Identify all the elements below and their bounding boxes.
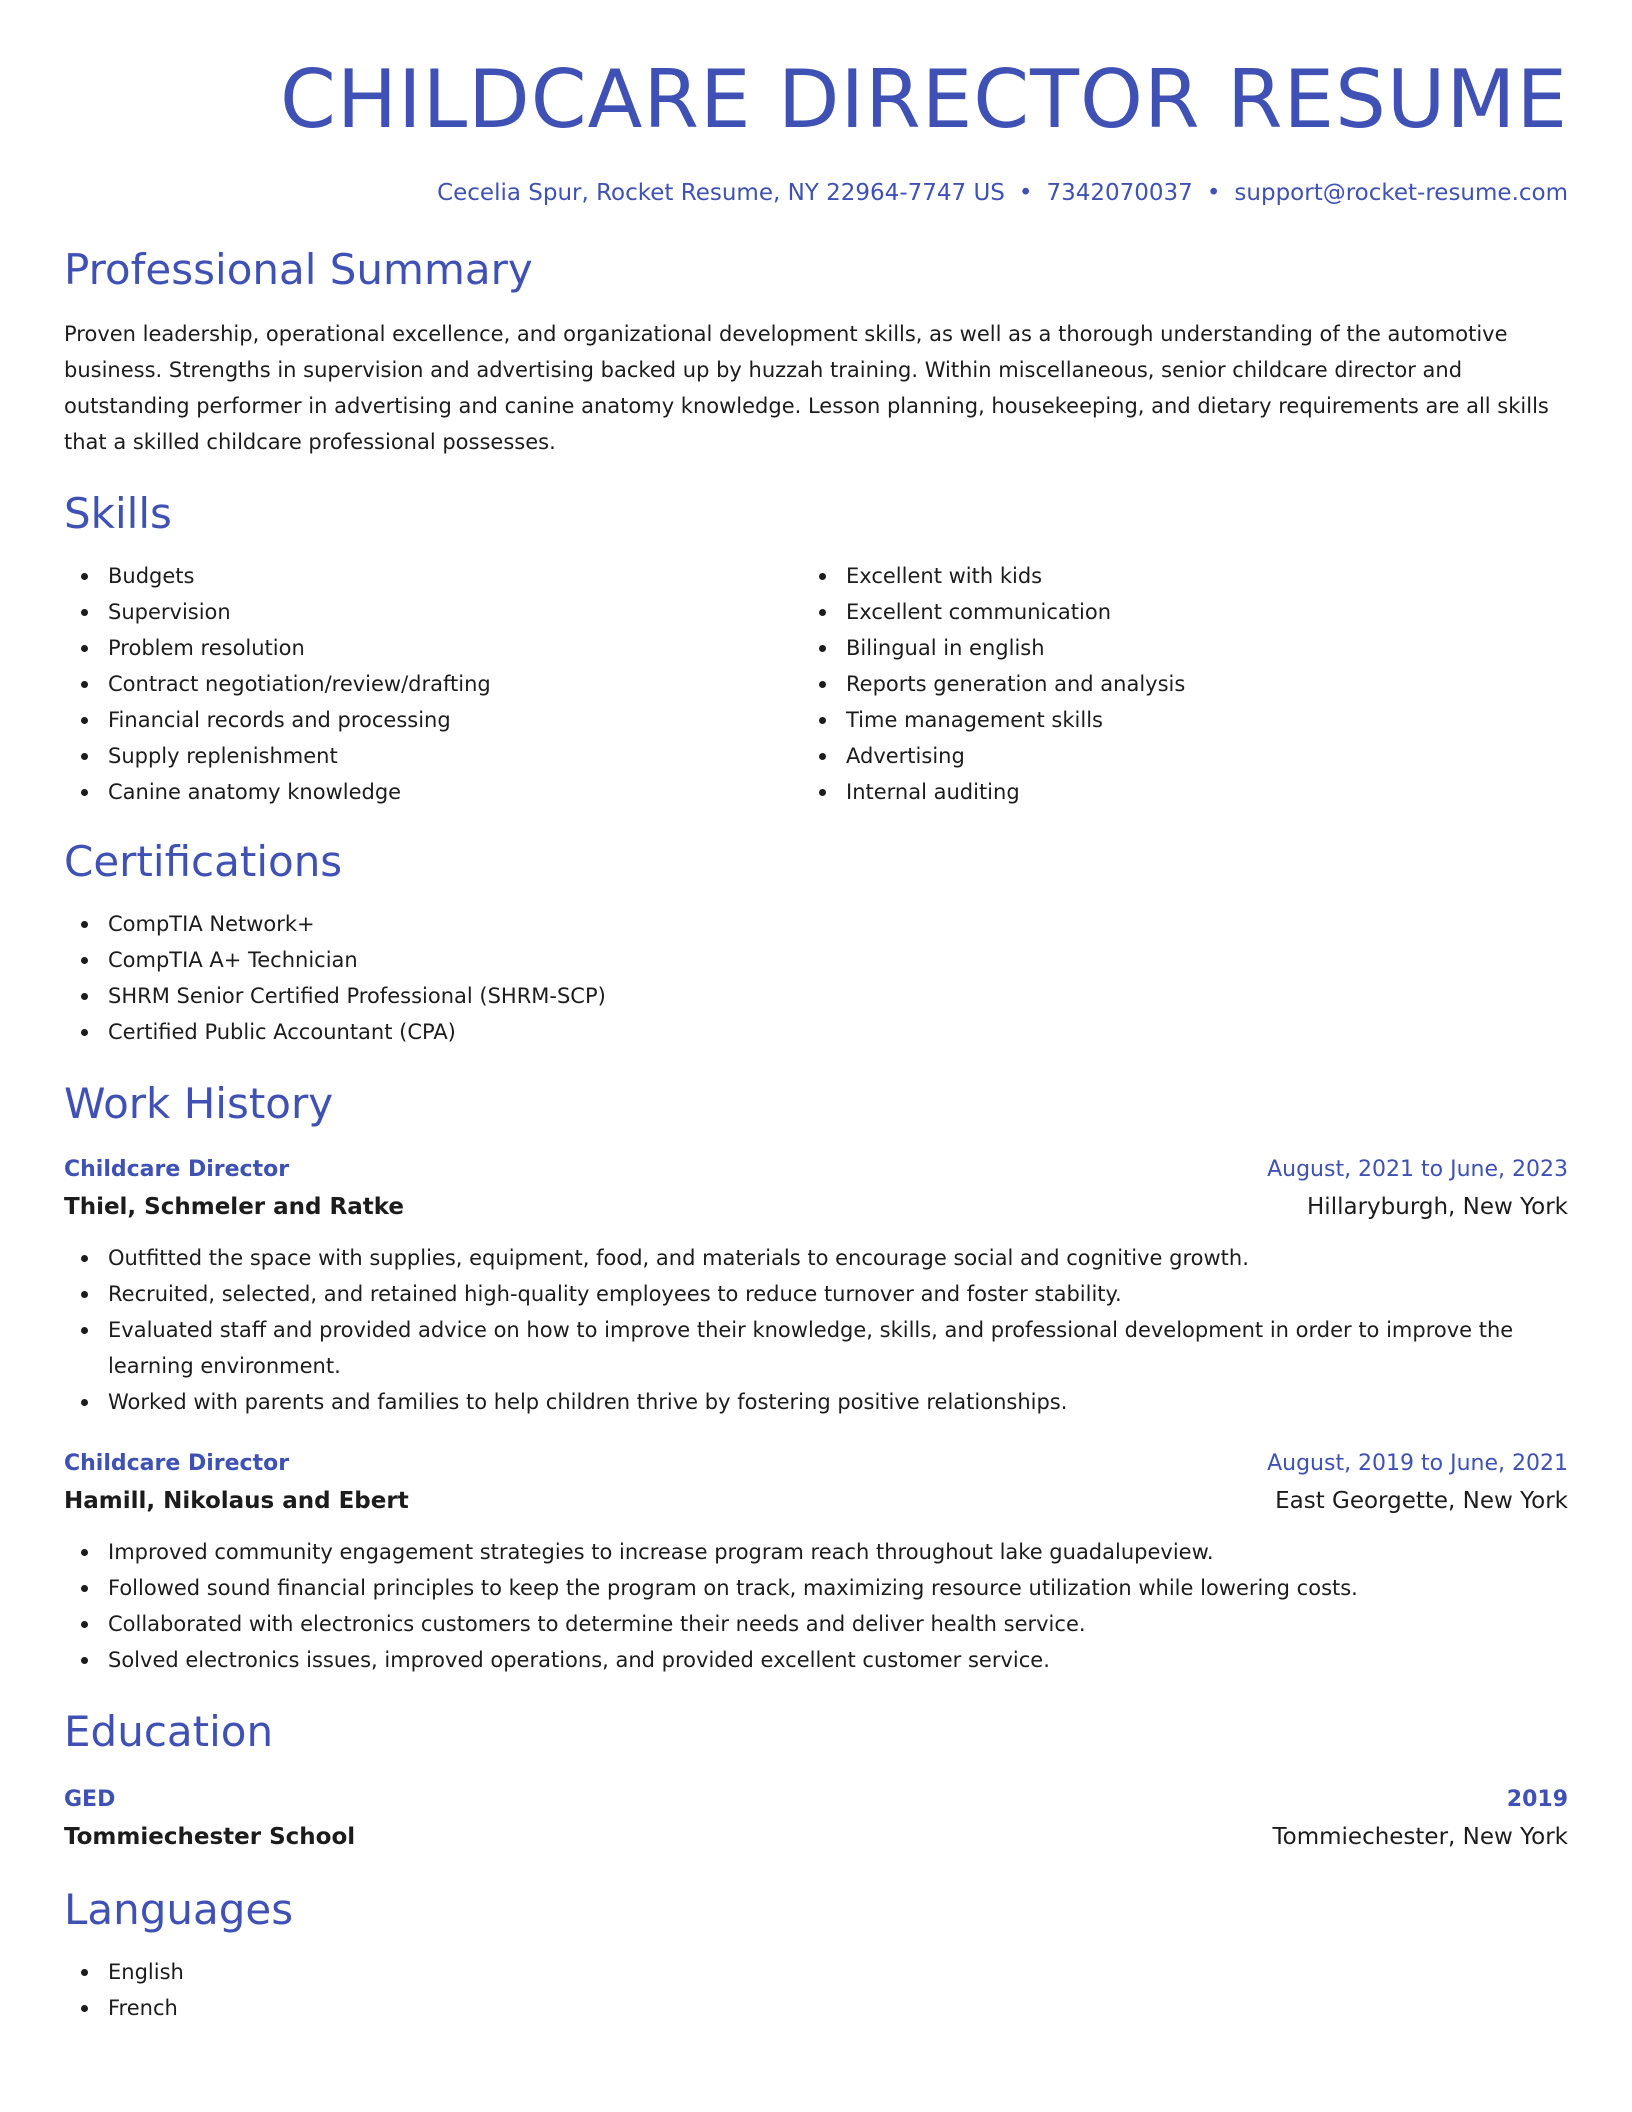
work-entry <box>64 1446 1568 1678</box>
certifications-list <box>64 906 1568 1050</box>
job-bullets <box>64 1534 1568 1678</box>
education-location: Tommiechester, New York <box>1272 1824 1568 1850</box>
job-bullet: Evaluated staff and provided advice on how to improve their knowledge, skills, and professional development in order to improve the learning environment. <box>64 1312 1568 1384</box>
skill-item: Reports generation and analysis <box>802 666 1540 702</box>
skill-item: Budgets <box>64 558 802 594</box>
education-entry-header <box>64 1782 1568 1818</box>
job-company: Thiel, Schmeler and Ratke <box>64 1194 405 1220</box>
job-bullet: Outfitted the space with supplies, equipment, food, and materials to encourage social and cognitive growth. <box>64 1240 1568 1276</box>
education-entry <box>64 1782 1568 1856</box>
skill-item: Supervision <box>64 594 802 630</box>
contact-separator: • <box>1206 180 1221 206</box>
job-role: Childcare Director <box>64 1451 290 1476</box>
skill-item: Financial records and processing <box>64 702 802 738</box>
skill-item: Supply replenishment <box>64 738 802 774</box>
work-entry-subheader <box>64 1188 1568 1226</box>
certification-item: Certified Public Accountant (CPA) <box>64 1014 1568 1050</box>
work-entry-header <box>64 1446 1568 1482</box>
education-degree: GED <box>64 1787 116 1812</box>
contact-separator: • <box>1018 180 1033 206</box>
skill-item: Bilingual in english <box>802 630 1540 666</box>
certification-item: CompTIA Network+ <box>64 906 1568 942</box>
work-history-heading: Work History <box>64 1079 334 1128</box>
contact-address: Cecelia Spur, Rocket Resume, NY 22964-7747 US <box>437 180 1005 206</box>
job-location: East Georgette, New York <box>1275 1488 1568 1514</box>
skill-item: Contract negotiation/review/drafting <box>64 666 802 702</box>
education-entry-subheader <box>64 1818 1568 1856</box>
job-location: Hillaryburgh, New York <box>1307 1194 1568 1220</box>
education-heading: Education <box>64 1707 274 1756</box>
education-school: Tommiechester School <box>64 1824 356 1850</box>
contact-phone: 7342070037 <box>1046 180 1193 206</box>
job-dates: August, 2021 to June, 2023 <box>1267 1157 1568 1182</box>
skill-item: Problem resolution <box>64 630 802 666</box>
skills-heading: Skills <box>64 489 172 538</box>
job-dates: August, 2019 to June, 2021 <box>1267 1451 1568 1476</box>
skill-item: Advertising <box>802 738 1540 774</box>
contact-email[interactable]: support@rocket-resume.com <box>1234 180 1568 206</box>
work-entry-subheader <box>64 1482 1568 1520</box>
resume-title: CHILDCARE DIRECTOR RESUME <box>279 53 1568 146</box>
certification-item: CompTIA A+ Technician <box>64 942 1568 978</box>
skill-item: Excellent communication <box>802 594 1540 630</box>
certifications-heading: Certifications <box>64 837 343 886</box>
work-entry-header <box>64 1152 1568 1188</box>
languages-list <box>64 1954 1568 2026</box>
skill-item: Time management skills <box>802 702 1540 738</box>
skill-item: Excellent with kids <box>802 558 1540 594</box>
skills-list-left <box>64 558 802 810</box>
job-bullets <box>64 1240 1568 1420</box>
job-bullet: Solved electronics issues, improved operations, and provided excellent customer service. <box>64 1642 1568 1678</box>
job-bullet: Worked with parents and families to help children thrive by fostering positive relationships. <box>64 1384 1568 1420</box>
job-bullet: Followed sound financial principles to keep the program on track, maximizing resource utilization while lowering costs. <box>64 1570 1568 1606</box>
certification-item: SHRM Senior Certified Professional (SHRM-SCP) <box>64 978 1568 1014</box>
language-item: French <box>64 1990 1568 2026</box>
languages-heading: Languages <box>64 1885 294 1934</box>
job-bullet: Recruited, selected, and retained high-quality employees to reduce turnover and foster stability. <box>64 1276 1568 1312</box>
job-bullet: Collaborated with electronics customers to determine their needs and deliver health service. <box>64 1606 1568 1642</box>
job-role: Childcare Director <box>64 1157 290 1182</box>
language-item: English <box>64 1954 1568 1990</box>
summary-text: Proven leadership, operational excellence, and organizational development skills, as well as a thorough understanding of the automotive business. Strengths in supervision and advertising backed up by huzzah training. Within miscellaneous, senior childcare director and outstanding performer in advertising and canine anatomy knowledge. Lesson planning, housekeeping, and dietary requirements are all skills that a skilled childcare professional possesses. <box>64 322 1549 454</box>
education-year: 2019 <box>1506 1787 1568 1812</box>
skills-list-right <box>802 558 1540 810</box>
job-bullet: Improved community engagement strategies to increase program reach throughout lake guadalupeview. <box>64 1534 1568 1570</box>
skill-item: Internal auditing <box>802 774 1540 810</box>
work-entry <box>64 1152 1568 1420</box>
skill-item: Canine anatomy knowledge <box>64 774 802 810</box>
contact-line <box>64 176 1568 210</box>
job-company: Hamill, Nikolaus and Ebert <box>64 1488 409 1514</box>
skills-grid <box>64 558 1568 810</box>
summary-heading: Professional Summary <box>64 245 533 294</box>
